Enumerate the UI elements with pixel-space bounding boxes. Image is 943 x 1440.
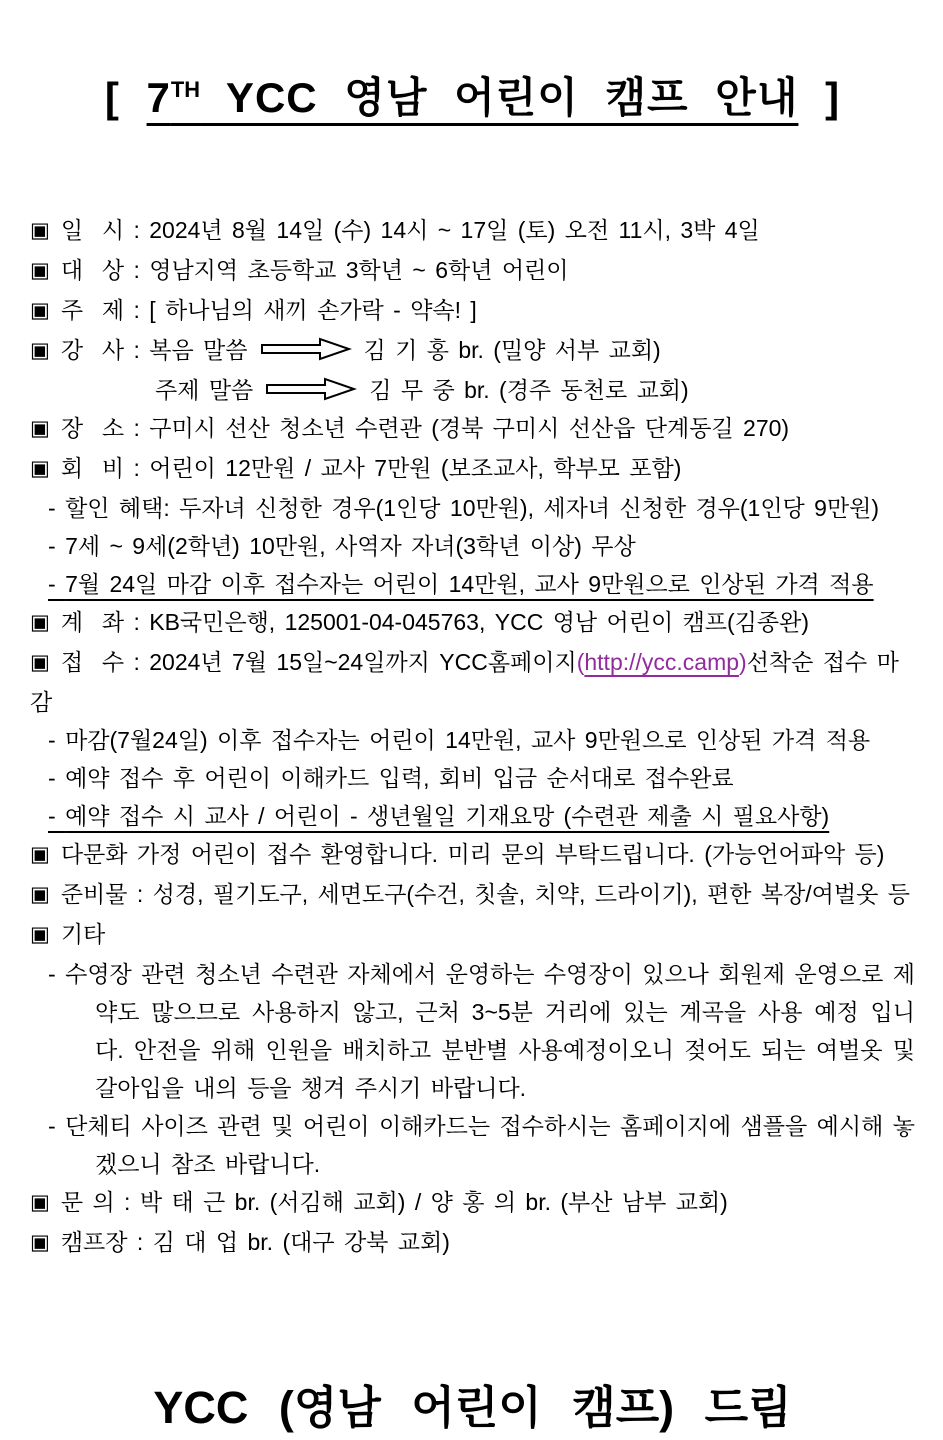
dash-mark: - — [48, 494, 66, 521]
link-paren-open: ( — [576, 648, 585, 675]
website-link[interactable] — [577, 649, 747, 675]
speaker-topic: 주제 말씀 — [155, 376, 254, 403]
line-account — [30, 603, 915, 643]
label-separator: : — [124, 608, 150, 635]
item-value: 성경, 필기도구, 세면도구(수건, 칫솔, 치약, 드라이기), 편한 복장/여벌옷 등 — [152, 880, 910, 907]
speaker-name: 김 기 홍 br. (밀양 서부 교회) — [363, 336, 661, 363]
right-arrow-icon — [265, 376, 357, 402]
item-label: 일 시 — [60, 216, 125, 243]
line-target — [30, 251, 915, 291]
label-separator: : — [124, 336, 150, 363]
item-value: 영남지역 초등학교 3학년 ~ 6학년 어린이 — [149, 256, 569, 283]
label-separator: : — [124, 648, 150, 675]
sub-item-text: 7세 ~ 9세(2학년) 10만원, 사역자 자녀(3학년 이상) 무상 — [65, 532, 636, 559]
item-value: 김 대 업 br. (대구 강북 교회) — [152, 1228, 450, 1255]
dash-mark: - — [48, 960, 66, 987]
line-venue — [30, 409, 915, 449]
page-title — [30, 72, 915, 125]
square-bullet-icon: ▣ — [30, 882, 50, 906]
speaker-name: 김 무 중 br. (경주 동천로 교회) — [369, 376, 689, 403]
square-bullet-icon: ▣ — [30, 1230, 50, 1254]
line-speakers-gospel — [30, 331, 915, 371]
square-bullet-icon: ▣ — [30, 258, 50, 282]
link-paren-close: ) — [739, 648, 747, 675]
sub-item-text: 7월 24일 마감 이후 접수자는 어린이 14만원, 교사 9만원으로 인상된 가격 적용 — [65, 570, 874, 597]
item-value: 박 태 근 br. (서김해 교회) / 양 홍 의 br. (부산 남부 교회) — [139, 1188, 728, 1215]
dash-mark: - — [48, 726, 66, 753]
item-value: 구미시 선산 청소년 수련관 (경북 구미시 선산읍 단계동길 270) — [149, 414, 790, 441]
square-bullet-icon: ▣ — [30, 298, 50, 322]
square-bullet-icon: ▣ — [30, 218, 50, 242]
label-separator: : — [124, 414, 150, 441]
item-label: 강 사 — [60, 336, 125, 363]
item-value: KB국민은행, 125001-04-045763, YCC 영남 어린이 캠프(김종완) — [149, 608, 809, 635]
fee-sub-discount — [30, 489, 915, 527]
line-supplies — [30, 875, 915, 915]
square-bullet-icon: ▣ — [30, 416, 50, 440]
item-label: 기타 — [60, 920, 106, 947]
line-campleader — [30, 1223, 915, 1263]
line-fee — [30, 449, 915, 489]
title-bracket-open: [ — [104, 74, 147, 121]
dash-mark: - — [48, 1112, 66, 1139]
label-separator: : — [127, 880, 153, 907]
line-theme — [30, 291, 915, 331]
item-label: 문 의 — [60, 1188, 115, 1215]
item-value: 어린이 12만원 / 교사 7만원 (보조교사, 학부모 포함) — [149, 454, 682, 481]
label-separator: : — [114, 1188, 140, 1215]
etc-sub-tshirt — [30, 1107, 915, 1183]
square-bullet-icon: ▣ — [30, 1190, 50, 1214]
square-bullet-icon: ▣ — [30, 456, 50, 480]
sub-item-text: 예약 접수 시 교사 / 어린이 - 생년월일 기재요망 (수련관 제출 시 필요사항) — [65, 802, 830, 829]
registration-sub-process — [30, 759, 915, 797]
item-text: 다문화 가정 어린이 접수 환영합니다. 미리 문의 부탁드립니다. (가능언어파악 등) — [60, 840, 885, 867]
line-contact — [30, 1183, 915, 1223]
registration-sub-late — [30, 721, 915, 759]
item-label: 캠프장 — [60, 1228, 128, 1255]
square-bullet-icon: ▣ — [30, 338, 50, 362]
fee-sub-age — [30, 527, 915, 565]
item-label: 준비물 — [60, 880, 128, 907]
square-bullet-icon: ▣ — [30, 650, 50, 674]
sub-item-text: 할인 혜택: 두자녀 신청한 경우(1인당 10만원), 세자녀 신청한 경우(1인당 9만원) — [65, 494, 880, 521]
title-bracket-close: ] — [798, 74, 841, 121]
right-arrow-icon — [260, 336, 352, 362]
line-multicultural — [30, 835, 915, 875]
line-etc — [30, 915, 915, 955]
square-bullet-icon: ▣ — [30, 842, 50, 866]
line-speakers-theme — [30, 371, 915, 409]
speaker-topic: 복음 말씀 — [149, 336, 248, 363]
item-label: 장 소 — [60, 414, 125, 441]
title-underlined-text: 7TH YCC 영남 어린이 캠프 안내 — [146, 74, 799, 121]
sub-item-text: 예약 접수 후 어린이 이해카드 입력, 회비 입금 순서대로 접수완료 — [65, 764, 734, 791]
square-bullet-icon: ▣ — [30, 922, 50, 946]
sub-item-text: 단체티 사이즈 관련 및 어린이 이해카드는 접수하시는 홈페이지에 샘플을 예시해 놓겠으니 참조 바랍니다. — [65, 1112, 915, 1177]
item-value: 2024년 8월 14일 (수) 14시 ~ 17일 (토) 오전 11시, 3박 4일 — [149, 216, 760, 243]
closing-signature: YCC (영남 어린이 캠프) 드림 — [153, 1381, 792, 1433]
link-url: http://ycc.camp — [584, 648, 740, 675]
sub-item-text: 마감(7월24일) 이후 접수자는 어린이 14만원, 교사 9만원으로 인상된 가격 적용 — [65, 726, 871, 753]
label-separator: : — [124, 256, 150, 283]
registration-sub-birthdate — [30, 797, 915, 835]
title-superscript: TH — [170, 77, 201, 102]
label-separator: : — [124, 216, 150, 243]
item-label: 접 수 — [60, 648, 125, 675]
label-separator: : — [127, 1228, 153, 1255]
item-label: 계 좌 — [60, 608, 125, 635]
line-date — [30, 211, 915, 251]
square-bullet-icon: ▣ — [30, 610, 50, 634]
line-registration — [30, 643, 915, 721]
document-body — [30, 211, 915, 1263]
label-separator: : — [124, 454, 150, 481]
item-label: 회 비 — [60, 454, 125, 481]
label-separator: : — [124, 296, 150, 323]
dash-mark: - — [48, 802, 66, 829]
item-label: 주 제 — [60, 296, 125, 323]
sub-item-text: 수영장 관련 청소년 수련관 자체에서 운영하는 수영장이 있으나 회원제 운영으로 제약도 많으므로 사용하지 않고, 근처 3~5분 거리에 있는 계곡을 사용 예정 입니다. 안전을 위해 인원을 배치하고 분반별 사용예정이오니 젖어도 되는 여벌옷 및 갈아입을 내의 등을 챙겨 주시기 바랍니다. — [65, 960, 915, 1101]
item-value: 선착순 접수 마감 — [30, 648, 899, 715]
etc-sub-pool — [30, 955, 915, 1107]
dash-mark: - — [48, 570, 66, 597]
fee-sub-late-price — [30, 565, 915, 603]
dash-mark: - — [48, 532, 66, 559]
dash-mark: - — [48, 764, 66, 791]
item-label: 대 상 — [60, 256, 125, 283]
item-value: [ 하나님의 새끼 손가락 - 약속! ] — [149, 296, 477, 323]
item-value: 2024년 7월 15일~24일까지 YCC홈페이지 — [149, 648, 577, 675]
